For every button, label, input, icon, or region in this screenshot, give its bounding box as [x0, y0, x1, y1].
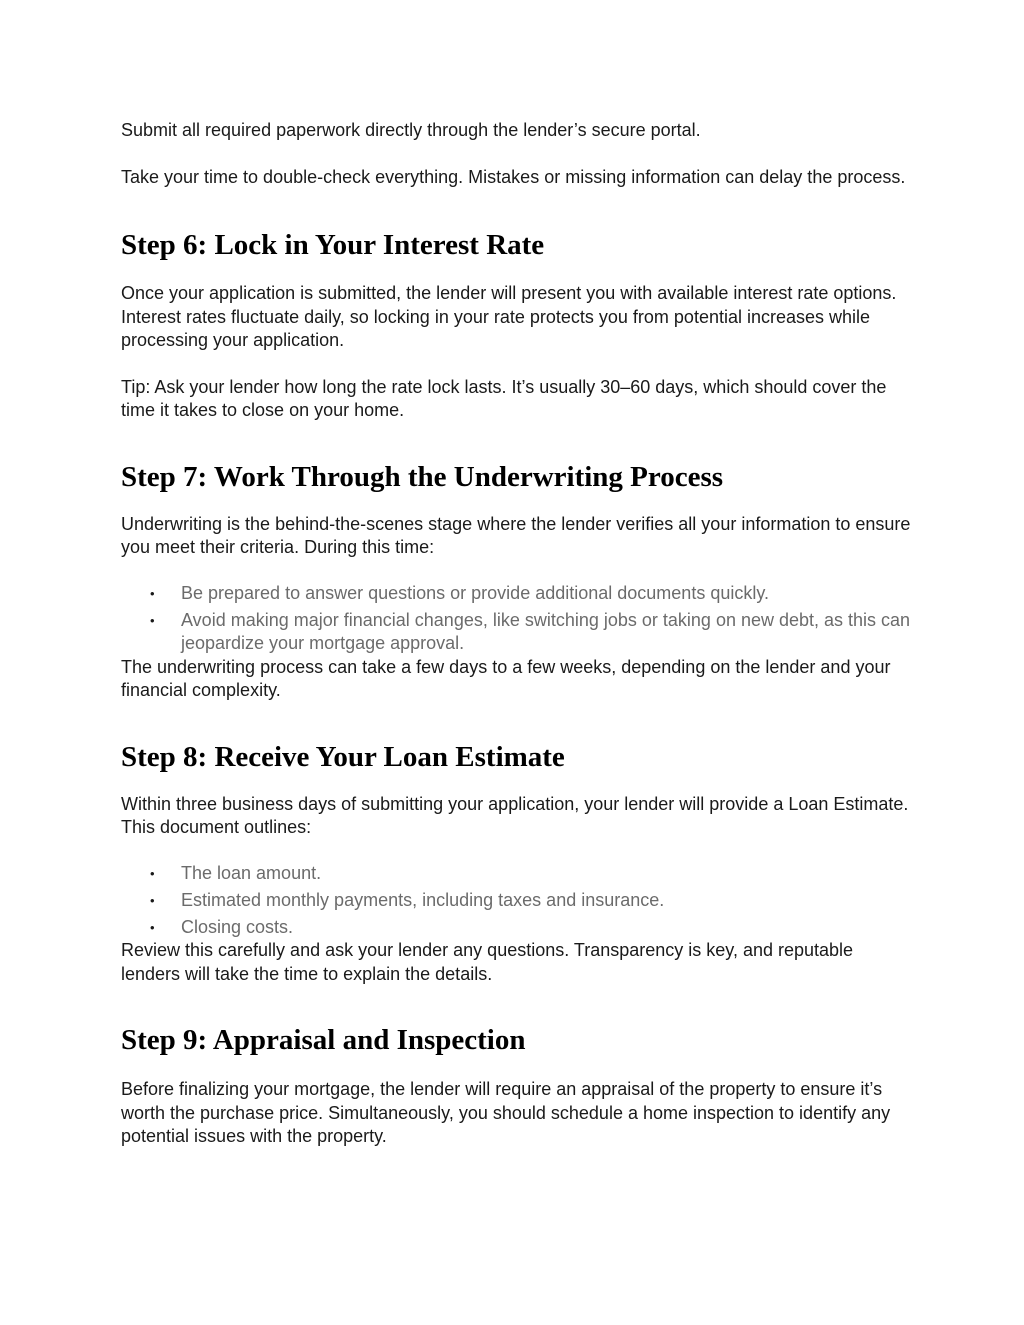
step7-bullet-list	[121, 582, 911, 656]
step9-paragraph-1: Before finalizing your mortgage, the lender will require an appraisal of the property to ensure it’s worth the purchase price. Simultaneously, you should schedule a home inspection to identify any potential issues with the property.	[121, 1079, 891, 1146]
list-item-text: Estimated monthly payments, including taxes and insurance.	[181, 889, 665, 910]
list-item-text: The loan amount.	[181, 862, 322, 883]
step6-heading: Step 6: Lock in Your Interest Rate	[121, 229, 545, 261]
step8-bullet-list	[121, 862, 911, 940]
step7-paragraph-2: The underwriting process can take a few days to a few weeks, depending on the lender and your financial complexity.	[121, 656, 891, 700]
list-item-text: Avoid making major financial changes, like switching jobs or taking on new debt, as this can jeopardize your mortgage approval.	[181, 609, 911, 653]
bullet-marker: •	[150, 612, 155, 628]
step7-heading: Step 7: Work Through the Underwriting Process	[121, 460, 724, 493]
step6-paragraph-2: Tip: Ask your lender how long the rate lock lasts. It’s usually 30–60 days, which should cover the time it takes to close on your home.	[121, 376, 887, 420]
step8-paragraph-2: Review this carefully and ask your lender any questions. Transparency is key, and reputable lenders will take the time to explain the details.	[121, 940, 854, 984]
step8-heading: Step 8: Receive Your Loan Estimate	[121, 740, 565, 773]
list-item-text: Closing costs.	[181, 916, 294, 937]
list-item	[121, 609, 911, 656]
list-item	[121, 862, 911, 886]
document-page	[121, 119, 911, 1149]
step8-paragraph-1: Within three business days of submitting your application, your lender will provide a Loan Estimate. This document outlines:	[121, 793, 909, 837]
list-item-text: Be prepared to answer questions or provide additional documents quickly.	[181, 582, 770, 603]
list-item	[121, 582, 911, 606]
step6-paragraph-1: Once your application is submitted, the lender will present you with available interest rate options. Interest rates fluctuate daily, so locking in your rate protects you from potential increases while processing your application.	[121, 283, 897, 350]
bullet-marker: •	[150, 892, 155, 908]
step7-paragraph-1: Underwriting is the behind-the-scenes stage where the lender verifies all your information to ensure you meet their criteria. During this time:	[121, 513, 911, 557]
bullet-marker: •	[150, 865, 155, 881]
bullet-marker: •	[150, 919, 155, 935]
list-item	[121, 889, 911, 913]
bullet-marker: •	[150, 585, 155, 601]
intro-paragraph-2: Take your time to double-check everything. Mistakes or missing information can delay the process.	[121, 166, 906, 187]
list-item	[121, 916, 911, 940]
intro-paragraph-1: Submit all required paperwork directly through the lender’s secure portal.	[121, 120, 701, 140]
step9-heading: Step 9: Appraisal and Inspection	[121, 1024, 526, 1056]
